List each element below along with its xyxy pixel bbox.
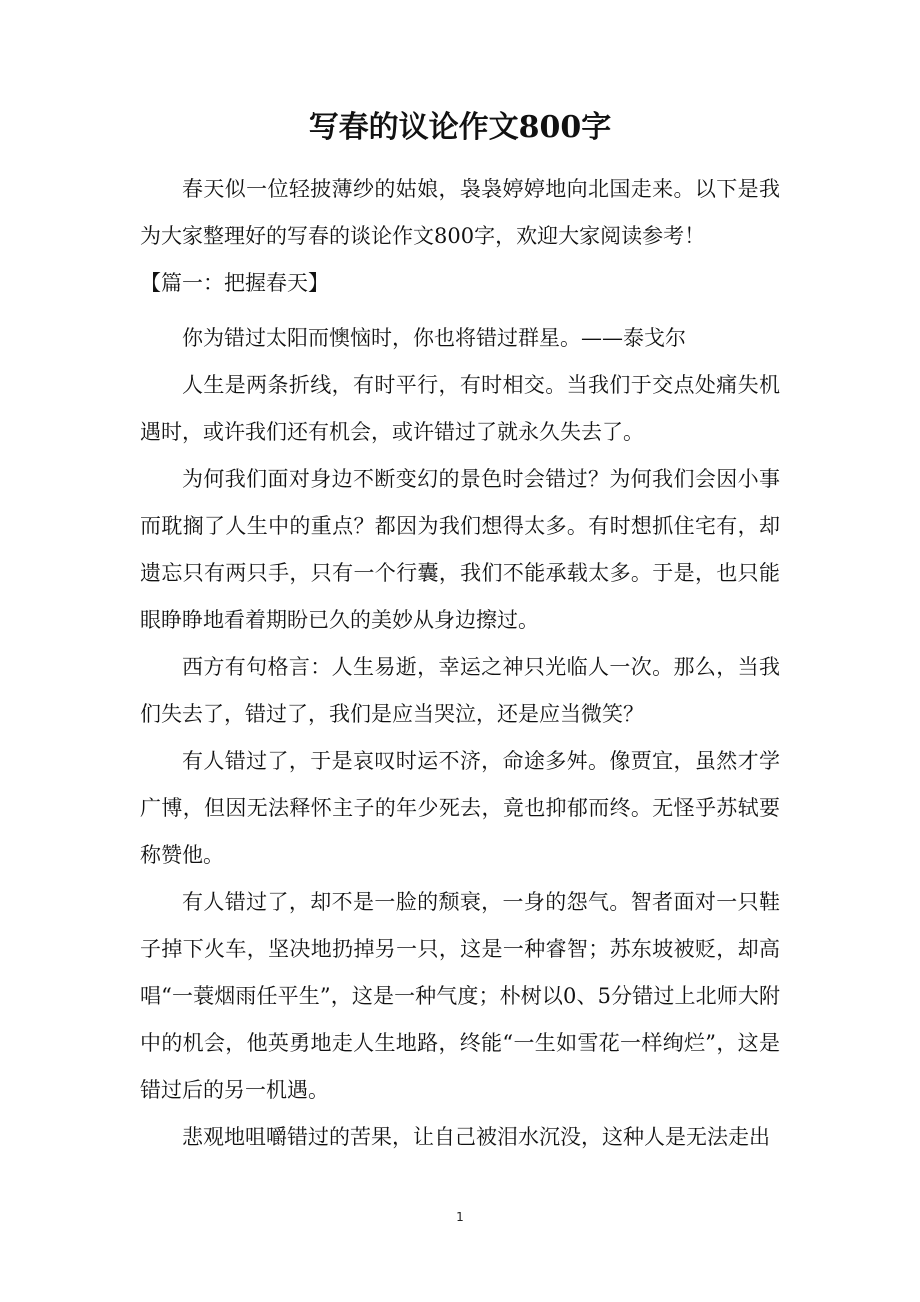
document-body	[140, 166, 780, 1161]
body-paragraph: 悲观地咀嚼错过的苦果，让自己被泪水沉没，这种人是无法走出	[182, 1125, 770, 1149]
epigraph-paragraph: 你为错过太阳而懊恼时，你也将错过群星。——泰戈尔	[182, 326, 686, 350]
body-paragraph: 为何我们面对身边不断变幻的景色时会错过？为何我们会因小事而耽搁了人生中的重点？都因为我们想得太多。有时想抓住宅有，却遗忘只有两只手，只有一个行囊，我们不能承载太多。于是，也只能眼睁睁地看着期盼已久的美妙从身边擦过。	[140, 467, 780, 632]
body-paragraph: 人生是两条折线，有时平行，有时相交。当我们于交点处痛失机遇时，或许我们还有机会，或许错过了就永久失去了。	[140, 373, 780, 444]
body-paragraph: 有人错过了，于是哀叹时运不济，命途多舛。像贾宜，虽然才学广博，但因无法释怀主子的年少死去，竟也抑郁而终。无怪乎苏轼要称赞他。	[140, 749, 780, 867]
page-number: 1	[456, 1210, 464, 1224]
intro-paragraph: 春天似一位轻披薄纱的姑娘，袅袅婷婷地向北国走来。以下是我为大家整理好的写春的谈论作文800字，欢迎大家阅读参考！	[140, 177, 780, 248]
document-title: 写春的议论作文800字	[308, 110, 612, 145]
body-paragraph: 有人错过了，却不是一脸的颓衰，一身的怨气。智者面对一只鞋子掉下火车，坚决地扔掉另一只，这是一种睿智；苏东坡被贬，却高唱“一蓑烟雨任平生”，这是一种气度；朴树以0、5分错过上北师大附中的机会，他英勇地走人生地路，终能“一生如雪花一样绚烂”，这是错过后的另一机遇。	[140, 890, 780, 1102]
section-heading: 【篇一：把握春天】	[140, 271, 329, 295]
body-paragraph: 西方有句格言：人生易逝，幸运之神只光临人一次。那么，当我们失去了，错过了，我们是应当哭泣，还是应当微笑？	[140, 655, 780, 726]
